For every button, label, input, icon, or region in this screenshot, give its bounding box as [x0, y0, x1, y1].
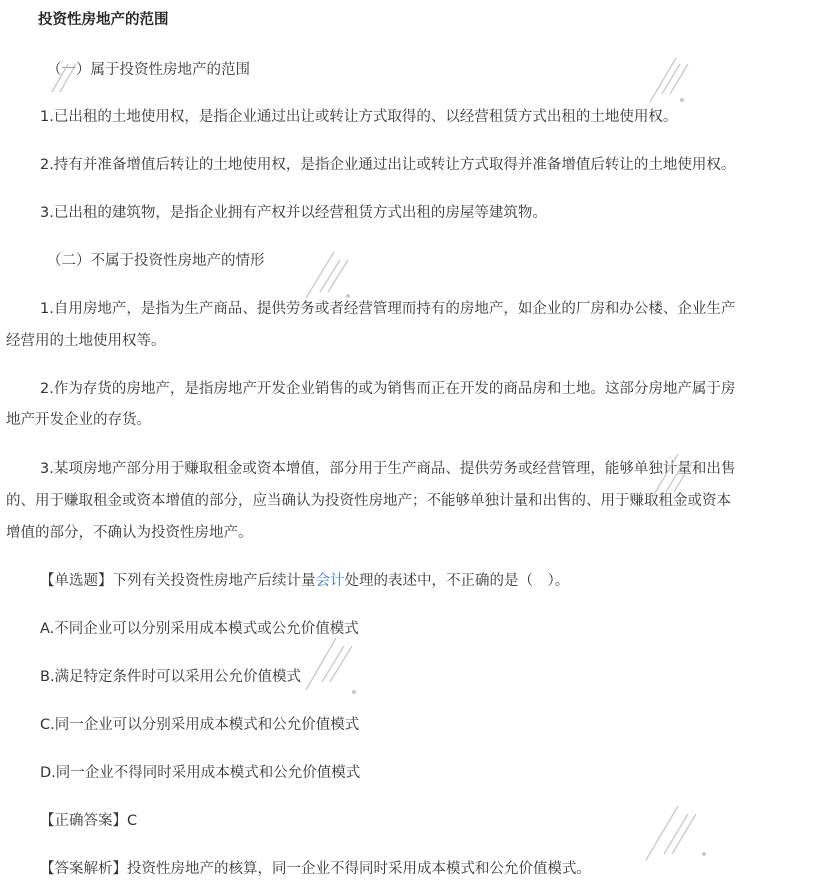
watermark-icon	[298, 246, 368, 306]
watermark-icon	[640, 50, 700, 110]
watermark-icon	[636, 798, 726, 868]
section1-item-1: 1.已出租的土地使用权，是指企业通过出让或转让方式取得的、以经营租赁方式出租的土地使用权。	[40, 109, 678, 125]
option-a: A.不同企业可以分别采用成本模式或公允价值模式	[40, 621, 359, 637]
question-prefix: 【单选题】下列有关投资性房地产后续计量	[40, 573, 316, 589]
question-stem	[40, 570, 569, 592]
question-suffix: 处理的表述中，不正确的是（ ）。	[344, 573, 570, 589]
accounting-link[interactable]: 会计	[315, 573, 345, 589]
section2-item-2-line-2: 地产开发企业的存货。	[6, 412, 151, 428]
section1-item-2: 2.持有并准备增值后转让的土地使用权，是指企业通过出让或转让方式取得并准备增值后转让的土地使用权。	[40, 157, 736, 173]
option-d: D.同一企业不得同时采用成本模式和公允价值模式	[40, 765, 361, 781]
section2-item-1-line-2: 经营用的土地使用权等。	[6, 333, 166, 349]
option-b: B.满足特定条件时可以采用公允价值模式	[40, 669, 302, 685]
page-title: 投资性房地产的范围	[38, 12, 169, 28]
section2-item-3-line-1: 3.某项房地产部分用于赚取租金或资本增值，部分用于生产商品、提供劳务或经营管理，能够单独计量和出售	[40, 461, 736, 477]
section1-title: （一）属于投资性房地产的范围	[47, 62, 250, 78]
correct-answer: 【正确答案】C	[40, 813, 138, 829]
option-c: C.同一企业可以分别采用成本模式和公允价值模式	[40, 717, 360, 733]
section2-title: （二）不属于投资性房地产的情形	[47, 253, 265, 269]
section1-item-3: 3.已出租的建筑物，是指企业拥有产权并以经营租赁方式出租的房屋等建筑物。	[40, 205, 547, 221]
section2-item-1-line-1: 1.自用房地产，是指为生产商品、提供劳务或者经营管理而持有的房地产，如企业的厂房和办公楼、企业生产	[40, 301, 736, 317]
section2-item-3-line-2: 的、用于赚取租金或资本增值的部分，应当确认为投资性房地产；不能够单独计量和出售的、用于赚取租金或资本	[6, 493, 731, 509]
section2-item-2-line-1: 2.作为存货的房地产，是指房地产开发企业销售的或为销售而正在开发的商品房和土地。这部分房地产属于房	[40, 381, 736, 397]
answer-analysis: 【答案解析】投资性房地产的核算，同一企业不得同时采用成本模式和公允价值模式。	[40, 861, 591, 877]
section2-item-3-line-3: 增值的部分，不确认为投资性房地产。	[6, 525, 253, 541]
watermark-icon	[296, 630, 376, 700]
